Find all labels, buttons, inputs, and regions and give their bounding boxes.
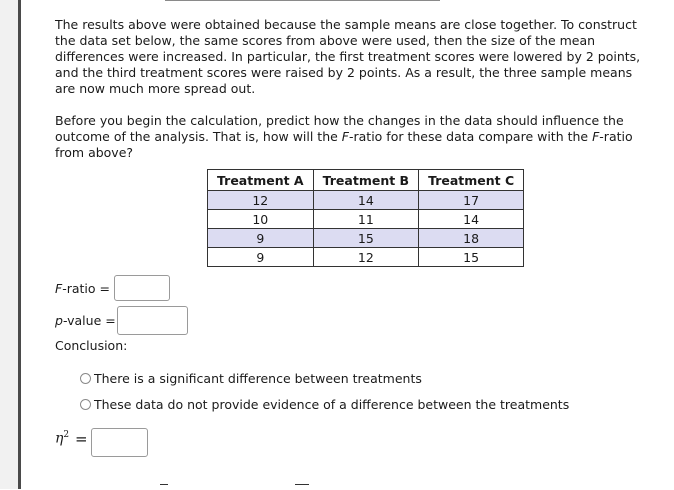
prediction-text-a: Before you begin the calculation, predict how the changes in the data should influence the outcome of the analysis. That is, how will the	[55, 113, 624, 144]
table-cell: 9	[208, 229, 314, 248]
p-value-input[interactable]	[117, 306, 188, 335]
table-cell: 14	[419, 210, 524, 229]
option-label: There is a significant difference between treatments	[94, 371, 422, 386]
prediction-paragraph	[55, 113, 655, 161]
f-symbol-2: F	[592, 129, 600, 144]
table-cell: 17	[419, 191, 524, 210]
table-cell: 15	[313, 229, 418, 248]
p-value-label	[55, 313, 116, 328]
radio-button[interactable]	[80, 373, 91, 384]
table-cell: 9	[208, 248, 314, 267]
cutoff-element	[160, 484, 168, 490]
conclusion-label: Conclusion:	[55, 338, 128, 353]
table-cell: 11	[313, 210, 418, 229]
table-cell: 12	[313, 248, 418, 267]
eta-squared-input[interactable]	[91, 428, 148, 457]
table-cell: 12	[208, 191, 314, 210]
eta-exponent: 2	[63, 430, 70, 440]
option-label: These data do not provide evidence of a difference between the treatments	[94, 397, 570, 412]
header-treatment-b: Treatment B	[313, 170, 418, 191]
eta-symbol: η	[55, 430, 64, 447]
table-row	[208, 191, 524, 210]
table-row	[208, 229, 524, 248]
table-cell: 15	[419, 248, 524, 267]
table-cell: 14	[313, 191, 418, 210]
left-gutter	[0, 0, 20, 489]
option-significant-difference[interactable]	[80, 371, 422, 386]
left-border	[18, 0, 21, 489]
treatment-table	[207, 169, 524, 267]
cutoff-element	[295, 484, 309, 490]
f-ratio-symbol: F	[55, 281, 63, 296]
table-cell: 18	[419, 229, 524, 248]
intro-paragraph: The results above were obtained because the sample means are close together. To construct the data set below, the same scores from above were used, then the size of the mean differences were increased. In particular, the first treatment scores were lowered by 2 points, and the third treatment scores were raised by 2 points. As a result, the three sample means are now much more spread out.	[55, 17, 641, 96]
table-row	[208, 248, 524, 267]
prediction-text-b: -ratio for these data compare with the	[349, 129, 593, 144]
p-value-text: -value =	[62, 313, 116, 328]
p-value-symbol: p	[55, 313, 63, 328]
eta-squared-label	[55, 430, 69, 447]
f-ratio-label	[55, 281, 110, 296]
top-divider	[165, 0, 440, 1]
f-ratio-input[interactable]	[114, 275, 170, 301]
header-treatment-c: Treatment C	[419, 170, 524, 191]
radio-button[interactable]	[80, 399, 91, 410]
equals-sign: =	[75, 430, 88, 448]
f-symbol: F	[341, 129, 349, 144]
table-row	[208, 210, 524, 229]
option-no-evidence[interactable]	[80, 397, 569, 412]
table-cell: 10	[208, 210, 314, 229]
header-treatment-a: Treatment A	[208, 170, 314, 191]
prediction-text-c: -ratio from above?	[55, 129, 633, 160]
f-ratio-text: -ratio =	[62, 281, 110, 296]
